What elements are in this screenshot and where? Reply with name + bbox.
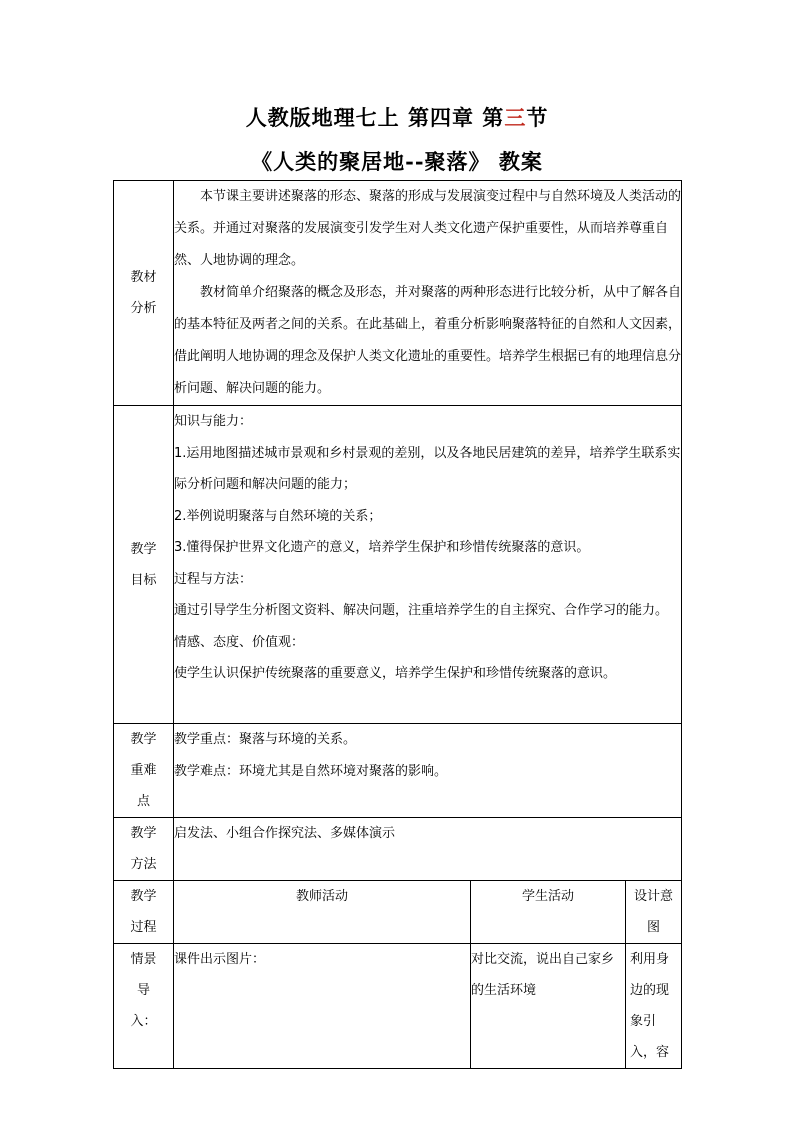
emotion-heading: 情感、态度、价值观： (174, 634, 305, 650)
emotion-text: 使学生认识保护传统聚落的重要意义，培养学生保护和珍惜传统聚落的意识。 (174, 666, 617, 681)
intro-student-activity: 对比交流，说出自己家乡的生活环境 (471, 944, 626, 1069)
process-heading: 过程与方法： (174, 571, 253, 587)
material-analysis-content (174, 181, 682, 406)
title-part-c: 节 (526, 105, 549, 130)
header-design-intent: 设计意图 (626, 881, 682, 944)
lesson-plan-table (113, 180, 682, 1069)
header-teacher-activity: 教师活动 (174, 881, 471, 944)
label-key-difficult-points: 教学重难点 (114, 724, 174, 818)
title-part-b: 三 (504, 105, 527, 130)
header-student-activity: 学生活动 (471, 881, 626, 944)
teaching-method-text: 启发法、小组合作探究法、多媒体演示 (174, 826, 396, 841)
material-paragraph-1: 本节课主要讲述聚落的形态、聚落的形成与发展演变过程中与自然环境及人类活动的关系。并通过对聚落的发展演变引发学生对人类文化遗产保护重要性，从而培养尊重自然、人地协调的理念。 (174, 189, 682, 268)
document-title (0, 102, 794, 132)
label-teaching-process: 教学过程 (114, 881, 174, 944)
intro-teacher-activity: 课件出示图片： (174, 944, 471, 1069)
difficult-point-text: 教学难点：环境尤其是自然环境对聚落的影响。 (174, 763, 448, 779)
row-teaching-goals (114, 406, 682, 724)
knowledge-item-1: 1.运用地图描述城市景观和乡村景观的差别，以及各地民居建筑的差异，培养学生联系实际分析问题和解决问题的能力； (174, 445, 681, 492)
title-part-a: 人教版地理七上 第四章 第 (245, 105, 505, 130)
label-scene-intro: 情景导入： (114, 944, 174, 1069)
process-text: 通过引导学生分析图文资料、解决问题，注重培养学生的自主探究、合作学习的能力。 (174, 603, 669, 618)
row-scene-intro (114, 944, 682, 1069)
row-material-analysis (114, 181, 682, 406)
key-point-text: 教学重点：聚落与环境的关系。 (174, 732, 357, 747)
knowledge-heading: 知识与能力： (174, 414, 253, 429)
row-teaching-method (114, 818, 682, 881)
label-teaching-method: 教学方法 (114, 818, 174, 881)
material-paragraph-2: 教材简单介绍聚落的概念及形态，并对聚落的两种形态进行比较分析，从中了解各自的基本特征及两者之间的关系。在此基础上，着重分析影响聚落特征的自然和人文因素，借此阐明人地协调的理念及保护人类文化遗址的重要性。培养学生根据已有的地理信息分析问题、解决问题的能力。 (174, 285, 682, 396)
teaching-method-content (174, 818, 682, 881)
teaching-goals-content (174, 406, 682, 724)
label-teaching-goals: 教学目标 (114, 406, 174, 724)
label-material-analysis: 教材分析 (114, 181, 174, 406)
key-difficult-content (174, 724, 682, 818)
row-key-difficult-points (114, 724, 682, 818)
document-subtitle: 《人类的聚居地--聚落》 教案 (251, 149, 543, 174)
knowledge-item-3: 3.懂得保护世界文化遗产的意义，培养学生保护和珍惜传统聚落的意识。 (174, 540, 590, 555)
row-process-header (114, 881, 682, 944)
intro-design-intent: 利用身边的现象引入，容 (626, 944, 682, 1069)
knowledge-item-2: 2.举例说明聚落与自然环境的关系； (174, 508, 382, 524)
